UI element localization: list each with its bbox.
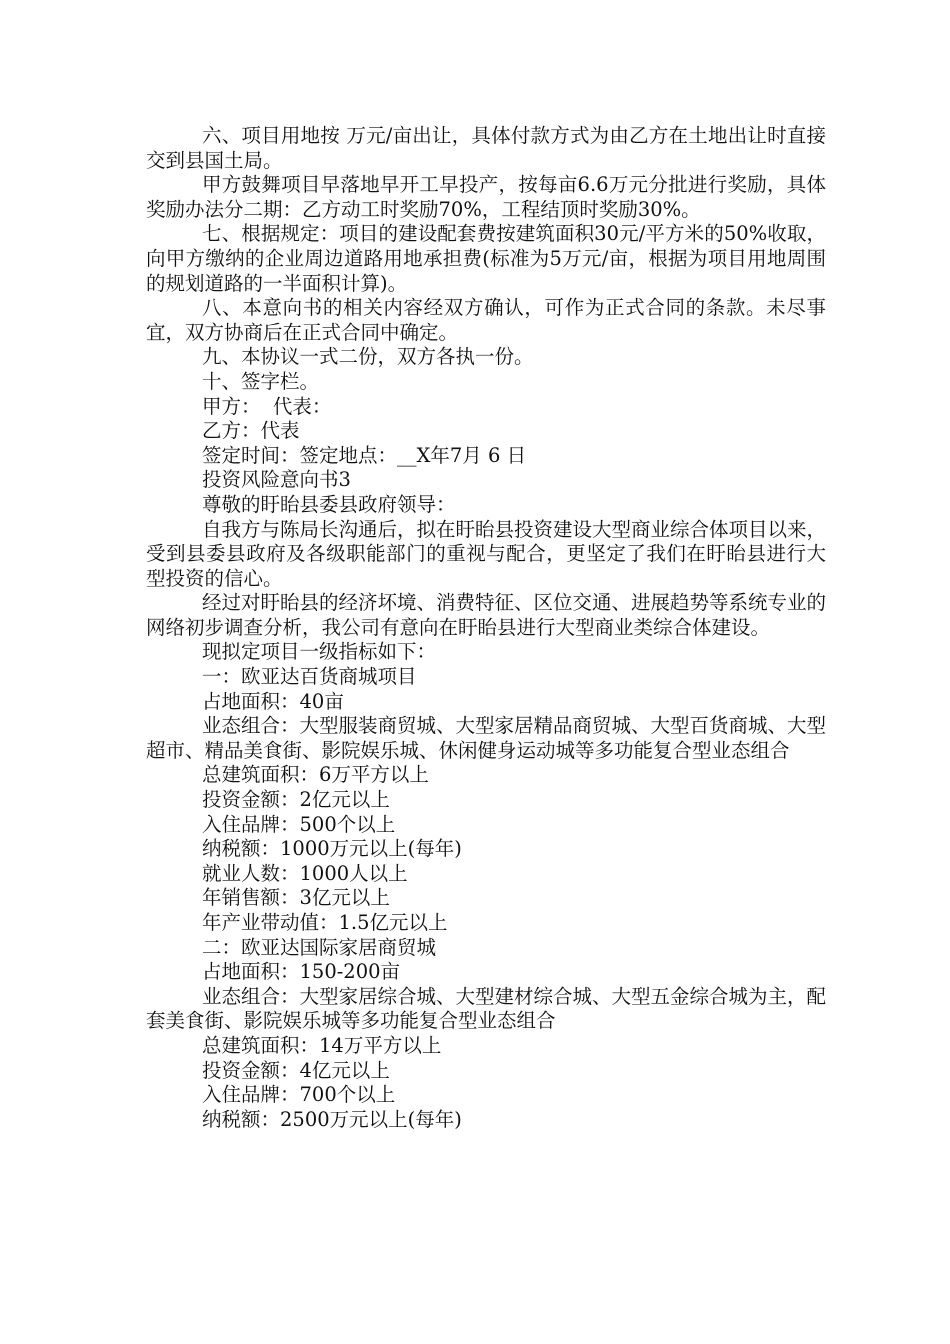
- project-one-floor-area: 总建筑面积：6万平方以上: [202, 763, 429, 787]
- paragraph-confirmation: 八、本意向书的相关内容经双方确认，可作为正式合同的条款。未尽事宜，双方协商后在正式合同中确定。: [146, 296, 826, 344]
- paragraph-intro: 自我方与陈局长沟通后，拟在盱眙县投资建设大型商业综合体项目以来，受到县委县政府及各级职能部门的重视与配合，更坚定了我们在盱眙县进行大型投资的信心。: [146, 517, 827, 590]
- project-two-tax: 纳税额：2500万元以上(每年): [202, 1107, 462, 1131]
- project-one-brands: 入住品牌：500个以上: [202, 812, 396, 836]
- document-body: [146, 124, 826, 1132]
- project-one-employment: 就业人数：1000人以上: [202, 861, 408, 885]
- paragraph-salutation: 尊敬的盱眙县委县政府领导：: [202, 492, 456, 516]
- paragraph-analysis: 经过对盱眙县的经济坏境、消费特征、区位交通、进展趋势等系统专业的网络初步调查分析，我公司有意向在盱眙县进行大型商业类综合体建设。: [146, 591, 827, 639]
- project-one-land-area: 占地面积：40亩: [202, 689, 344, 713]
- project-one-title: 一：欧亚达百货商城项目: [202, 665, 417, 689]
- project-one-business-mix: 业态组合：大型服装商贸城、大型家居精品商贸城、大型百货商城、大型超市、精品美食街、影院娱乐城、休闲健身运动城等多功能复合型业态组合: [146, 714, 827, 762]
- paragraph-reward: 甲方鼓舞项目早落地早开工早投产，按每亩6.6万元分批进行奖励，具体奖励办法分二期：乙方动工时奖励70%，工程结顶时奖励30%。: [146, 173, 826, 221]
- project-one-sales: 年销售额：3亿元以上: [202, 886, 390, 910]
- project-two-business-mix: 业态组合：大型家居综合城、大型建材综合城、大型五金综合城为主，配套美食街、影院娱乐城等多功能复合型业态组合: [146, 984, 827, 1033]
- project-one-tax: 纳税额：1000万元以上(每年): [202, 837, 462, 861]
- section-title: 投资风险意向书3: [202, 468, 351, 492]
- paragraph-sign-date: 签定时间：签定地点：__X年7月 6 日: [202, 443, 527, 467]
- project-one-industry-value: 年产业带动值：1.5亿元以上: [202, 911, 448, 934]
- project-two-floor-area: 总建筑面积：14万平方以上: [202, 1033, 442, 1057]
- project-two-land-area: 占地面积：150-200亩: [202, 960, 401, 984]
- project-two-title: 二：欧亚达国际家居商贸城: [202, 935, 437, 959]
- paragraph-copies: 九、本协议一式二份，双方各执一份。: [202, 345, 534, 369]
- project-one-investment: 投资金额：2亿元以上: [202, 788, 390, 812]
- paragraph-party-a: 甲方： 代表：: [202, 394, 332, 418]
- paragraph-land-transfer: 六、项目用地按 万元/亩出让，具体付款方式为由乙方在土地出让时直接交到县国土局。: [146, 124, 826, 172]
- paragraph-signature-section: 十、签字栏。: [202, 369, 320, 393]
- paragraph-party-b: 乙方：代表: [202, 419, 300, 443]
- paragraph-construction-fee: 七、根据规定：项目的建设配套费按建筑面积30元/平方米的50%收取，向甲方缴纳的企业周边道路用地承担费(标准为5万元/亩，根据为项目用地周围的规划道路的一半面积计算)。: [146, 222, 826, 295]
- project-two-investment: 投资金额：4亿元以上: [202, 1058, 390, 1082]
- project-two-brands: 入住品牌：700个以上: [202, 1083, 396, 1107]
- paragraph-indicators-heading: 现拟定项目一级指标如下：: [202, 640, 437, 664]
